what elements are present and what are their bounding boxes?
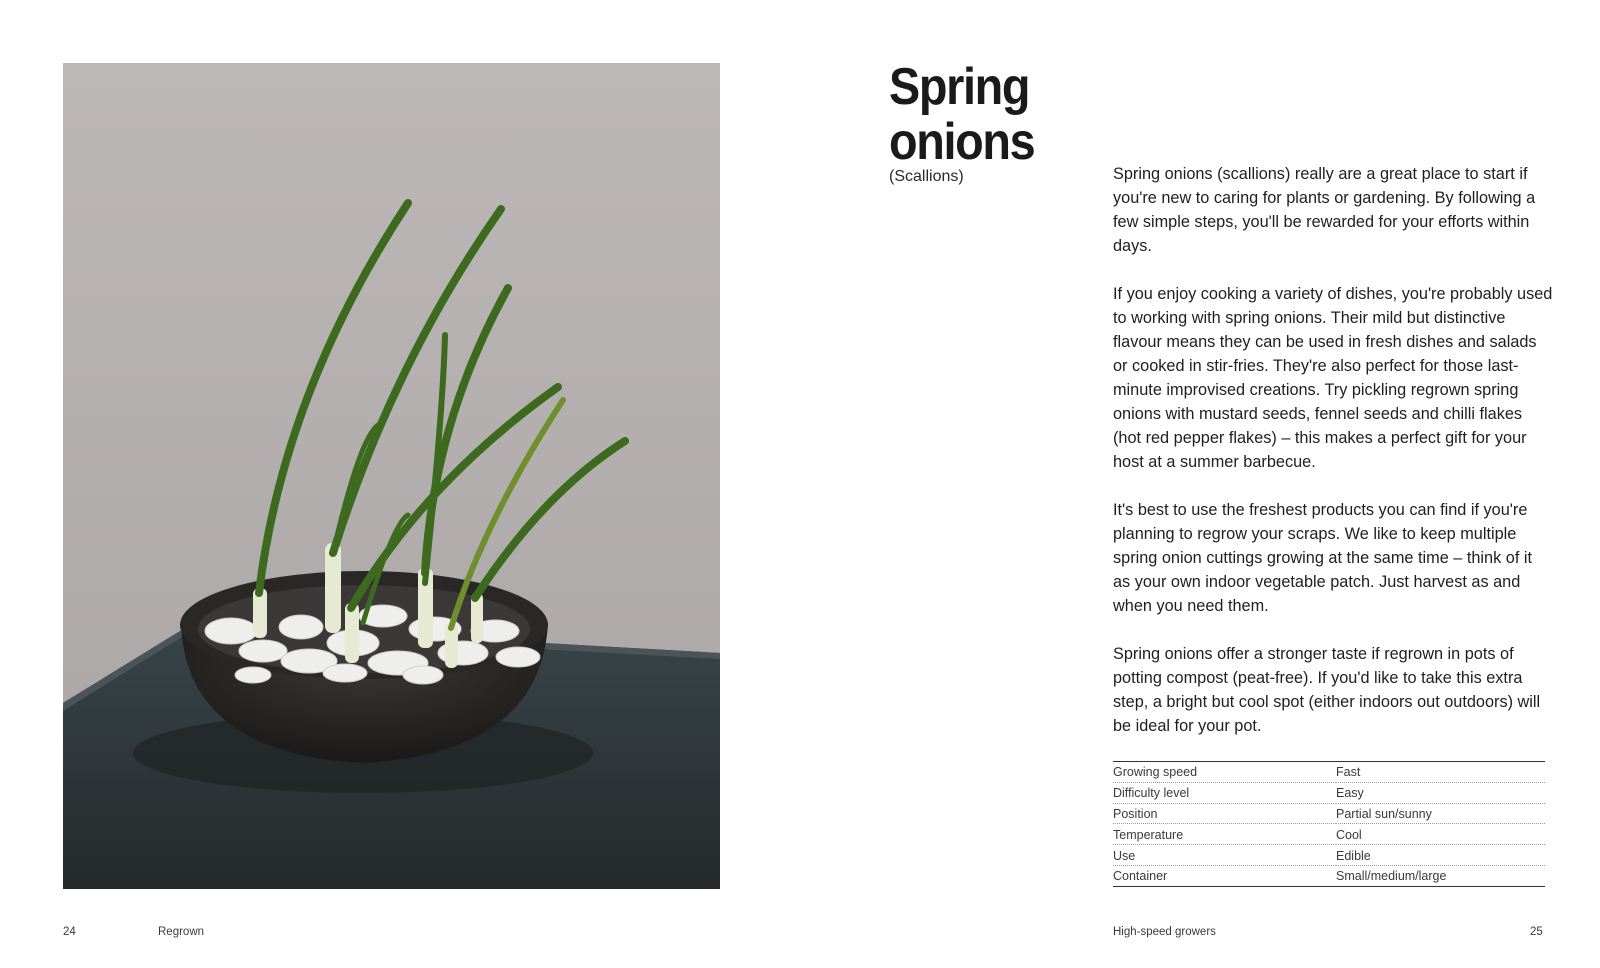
spring-onion-photo (63, 63, 720, 889)
fact-value: Easy (1336, 782, 1545, 803)
subtitle: (Scallions) (889, 168, 964, 185)
table-row (1113, 845, 1545, 866)
fact-value: Fast (1336, 762, 1545, 783)
fact-label: Container (1113, 865, 1336, 886)
fact-label: Growing speed (1113, 762, 1336, 783)
plant-facts-table (1113, 761, 1545, 887)
photo-illustration (63, 63, 720, 889)
paragraph: It's best to use the freshest products you can find if you're planning to regrow your scraps. We like to keep multiple spring onion cuttings growing at the same time – think of it as your own indoor vegetable patch. Just harvest as and when you need them. (1113, 501, 1533, 615)
right-running-head: High-speed growers (1113, 926, 1216, 938)
table-row (1113, 865, 1545, 886)
left-running-head: Regrown (158, 926, 205, 938)
fact-label: Position (1113, 803, 1336, 824)
paragraph: If you enjoy cooking a variety of dishes, you're probably used to working with spring onions. Their mild but distinctive flavour means they can be used in fresh dishes and salads or cooked in stir-fries. They're also perfect for those last-minute improvised creations. Try pickling regrown spring onions with mustard seeds, fennel seeds and chilli flakes (hot red pepper flakes) – this makes a perfect gift for your host at a summer barbecue. (1113, 285, 1553, 471)
fact-value: Cool (1336, 824, 1545, 845)
table-row (1113, 762, 1545, 783)
table-row (1113, 782, 1545, 803)
fact-label: Temperature (1113, 824, 1336, 845)
paragraph: Spring onions (scallions) really are a great place to start if you're new to caring for plants or gardening. By following a few simple steps, you'll be rewarded for your efforts within days. (1113, 165, 1536, 255)
title-line-1: Spring (889, 58, 1030, 116)
table-row (1113, 803, 1545, 824)
fact-label: Use (1113, 845, 1336, 866)
right-page-number: 25 (1530, 926, 1543, 938)
fact-value: Small/medium/large (1336, 865, 1545, 886)
fact-label: Difficulty level (1113, 782, 1336, 803)
fact-value: Partial sun/sunny (1336, 803, 1545, 824)
fact-value: Edible (1336, 845, 1545, 866)
table-row (1113, 824, 1545, 845)
left-page-number: 24 (63, 926, 76, 938)
paragraph: Spring onions offer a stronger taste if regrown in pots of potting compost (peat-free). If you'd like to take this extra step, a bright but cool spot (either indoors out outdoors) will be ideal for your pot. (1113, 645, 1541, 735)
body-text (1113, 162, 1553, 762)
page-title (889, 60, 1034, 170)
title-line-2: onions (889, 113, 1035, 171)
